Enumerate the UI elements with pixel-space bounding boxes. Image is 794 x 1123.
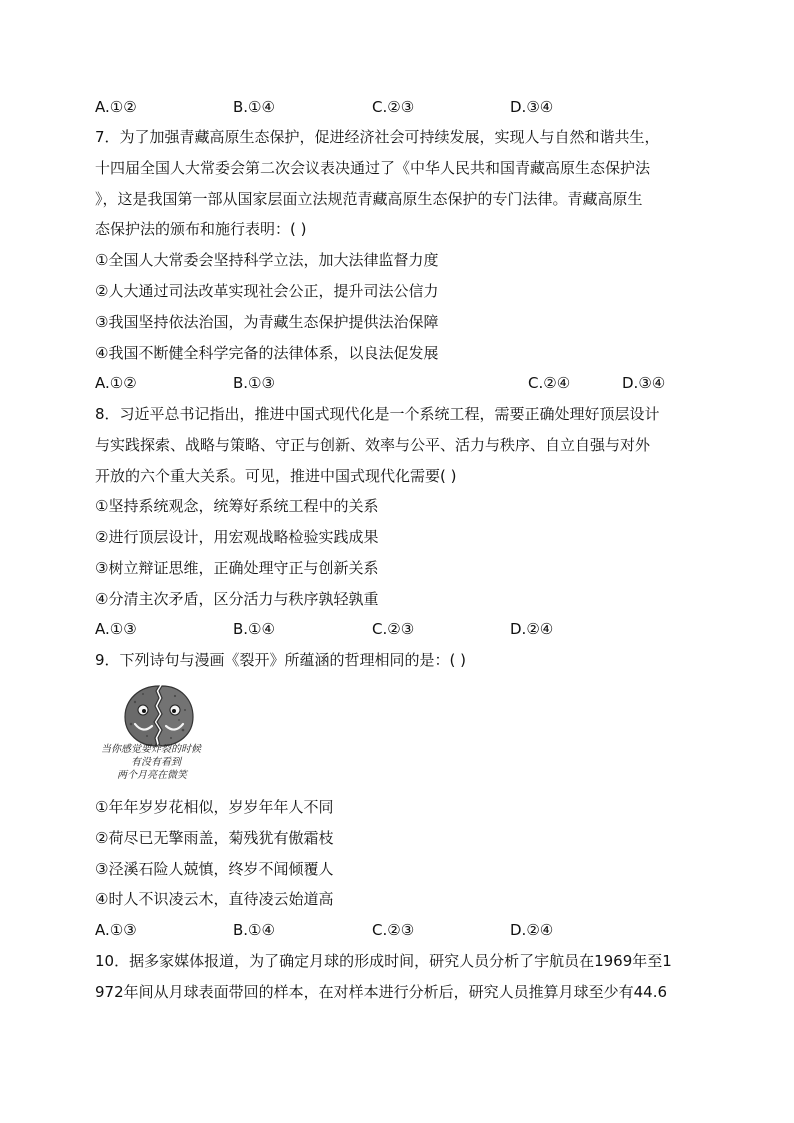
q8-option-c: C.②③ (372, 620, 415, 638)
q6-option-c: C.②③ (372, 98, 415, 116)
q9-option-a: A.①③ (95, 921, 137, 939)
cartoon-split-moon (95, 680, 225, 788)
q8-item-3: ③树立辩证思维，正确处理守正与创新关系 (95, 559, 379, 577)
q10-stem-line-1: 10．据多家媒体报道，为了确定月球的形成时间，研究人员分析了宇航员在1969年至1 (95, 952, 672, 970)
cartoon-caption-line-1: 当你感觉要炸裂的时候 (101, 744, 201, 755)
q8-option-b: B.①④ (233, 620, 275, 638)
q9-item-2: ②荷尽已无擎雨盖，菊残犹有傲霜枝 (95, 829, 334, 847)
q6-option-b: B.①④ (233, 98, 275, 116)
q8-item-1: ①坚持系统观念，统筹好系统工程中的关系 (95, 497, 379, 515)
q7-stem-line-1: 7．为了加强青藏高原生态保护，促进经济社会可持续发展，实现人与自然和谐共生， (95, 128, 660, 146)
q7-item-3: ③我国坚持依法治国，为青藏生态保护提供法治保障 (95, 313, 439, 331)
q10-stem-line-2: 972年间从月球表面带回的样本，在对样本进行分析后，研究人员推算月球至少有44.6 (95, 983, 668, 1001)
q8-item-4: ④分清主次矛盾，区分活力与秩序孰轻孰重 (95, 590, 379, 608)
q9-item-3: ③泾溪石险人兢慎，终岁不闻倾覆人 (95, 860, 334, 878)
q8-option-d: D.②④ (510, 620, 554, 638)
q6-option-a: A.①② (95, 98, 137, 116)
q6-option-d: D.③④ (510, 98, 554, 116)
q8-stem-line-2: 与实践探索、战略与策略、守正与创新、效率与公平、活力与秩序、自立自强与对外 (95, 436, 651, 454)
q8-item-2: ②进行顶层设计，用宏观战略检验实践成果 (95, 528, 379, 546)
q7-item-4: ④我国不断健全科学完备的法律体系，以良法促发展 (95, 344, 439, 362)
q7-stem-line-4: 态保护法的颁布和施行表明：( ) (95, 220, 307, 238)
q7-stem-line-3: 》，这是我国第一部从国家层面立法规范青藏高原生态保护的专门法律。青藏高原生 (95, 190, 643, 208)
q8-stem-line-1: 8．习近平总书记指出，推进中国式现代化是一个系统工程，需要正确处理好顶层设计 (95, 405, 660, 423)
q7-option-d: D.③④ (622, 374, 666, 392)
q7-item-2: ②人大通过司法改革实现社会公正，提升司法公信力 (95, 282, 439, 300)
cartoon-caption-line-3: 两个月亮在微笑 (117, 770, 187, 781)
q7-option-c: C.②④ (528, 374, 571, 392)
cartoon-caption-line-2: 有没有看到 (131, 757, 181, 768)
q7-stem-line-2: 十四届全国人大常委会第二次会议表决通过了《中华人民共和国青藏高原生态保护法 (95, 159, 651, 177)
q8-option-a: A.①③ (95, 620, 137, 638)
q9-option-b: B.①④ (233, 921, 275, 939)
q9-stem: 9．下列诗句与漫画《裂开》所蕴涵的哲理相同的是：( ) (95, 651, 467, 669)
q9-option-d: D.②④ (510, 921, 554, 939)
q9-item-1: ①年年岁岁花相似，岁岁年年人不同 (95, 798, 334, 816)
q8-stem-line-3: 开放的六个重大关系。可见，推进中国式现代化需要( ) (95, 467, 457, 485)
q9-item-4: ④时人不识凌云木，直待凌云始道高 (95, 890, 334, 908)
q9-option-c: C.②③ (372, 921, 415, 939)
q7-option-b: B.①③ (233, 374, 275, 392)
q7-option-a: A.①② (95, 374, 137, 392)
q7-item-1: ①全国人大常委会坚持科学立法，加大法律监督力度 (95, 251, 439, 269)
